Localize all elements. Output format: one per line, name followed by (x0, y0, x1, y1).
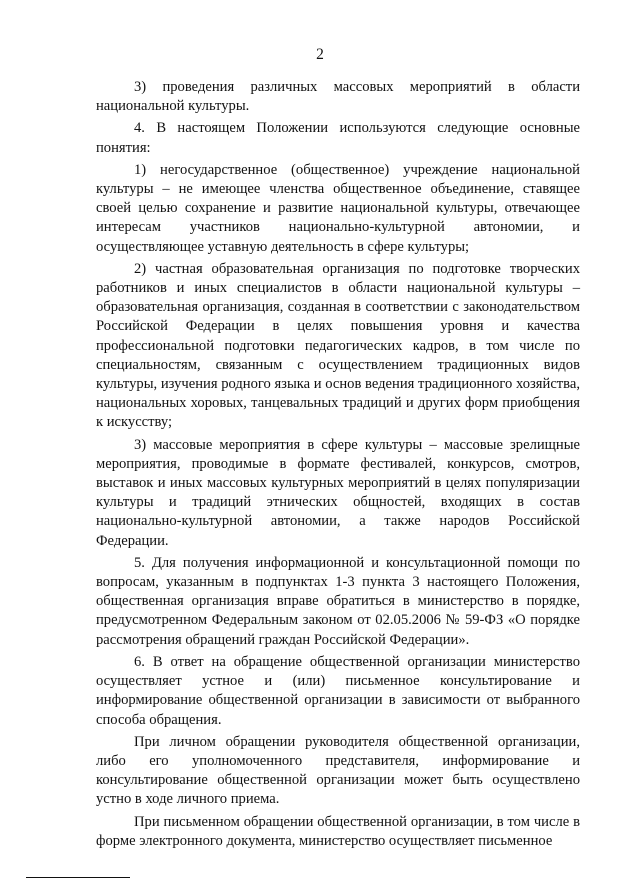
paragraph-written-appeal: При письменном обращении общественной организации, в том числе в форме электронного документа, министерство осуществляет письменное (96, 813, 580, 849)
paragraph-definition-2: 2) частная образовательная организация по подготовке творческих работников и иных специалистов в области национальной культуры – образовательная организация, созданная в соответствии с законодательством Российской Федерации в целях повышения уровня и качества профессиональной подготовки педагогических кадров, в том числе по специальностям, связанным с осуществлением традиционных видов культуры, изучения родного языка и основ ведения традиционного хозяйства, национальных хоровых, танцевальных традиций и других форм приобщения к искусству; (96, 260, 580, 431)
paragraph-definition-3: 3) массовые мероприятия в сфере культуры – массовые зрелищные мероприятия, проводимые в формате фестивалей, конкурсов, смотров, выставок и иных массовых культурных мероприятий в целях популяризации культуры и традиций этнических общностей, входящих в состав национально-культурной автономии, а также народов Российской Федерации. (96, 436, 580, 549)
paragraph-personal-appeal: При личном обращении руководителя общественной организации, либо его уполномоченного представителя, информирование и консультирование общественной организации может быть осуществлено устно в ходе личного приема. (96, 733, 580, 808)
paragraph-item-3-holding-events: 3) проведения различных массовых мероприятий в области национальной культуры. (96, 79, 580, 115)
document-body (96, 78, 580, 851)
paragraph-definition-1: 1) негосударственное (общественное) учреждение национальной культуры – не имеющее членства общественное объединение, ставящее своей целью сохранение и развитие национальной культуры, отвечающее интересам участников национально-культурной автономии, и осуществляющее уставную деятельность в сфере культуры; (96, 161, 580, 255)
paragraph-point-4-definitions: 4. В настоящем Положении используются следующие основные понятия: (96, 120, 580, 156)
paragraph-point-5: 5. Для получения информационной и консультационной помощи по вопросам, указанным в подпунктах 1-3 пункта 3 настоящего Положения, общественная организация вправе обратиться в министерство в порядке, предусмотренном Федеральным законом от 02.05.2006 № 59-ФЗ «О порядке рассмотрения обращений граждан Российской Федерации». (96, 554, 580, 648)
paragraph-point-6: 6. В ответ на обращение общественной организации министерство осуществляет устное и (или) письменное консультирование и информирование общественной организации в зависимости от выбранного способа обращения. (96, 653, 580, 728)
footnote-separator-line (26, 877, 130, 878)
page-number: 2 (316, 46, 324, 63)
